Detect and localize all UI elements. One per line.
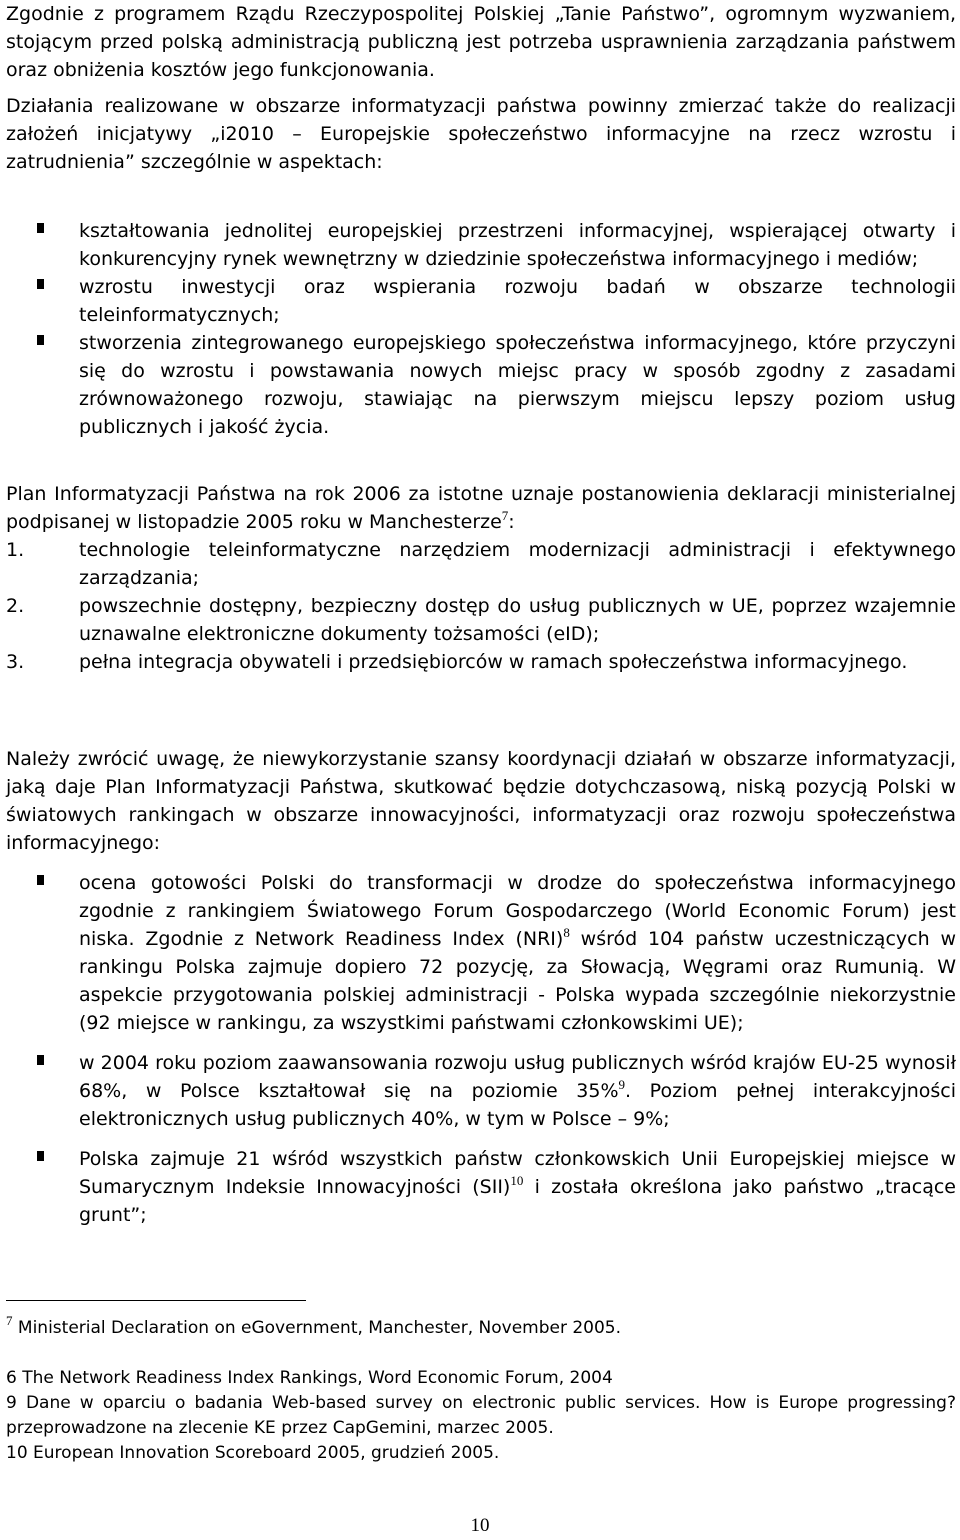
item-text: pełna integracja obywateli i przedsiębiorców w ramach społeczeństwa informacyjnego. (79, 651, 908, 673)
rankings-list (6, 869, 956, 1229)
footnote-ref-8: 8 (563, 925, 570, 940)
note-paragraph: Należy zwrócić uwagę, że niewykorzystanie szansy koordynacji działań w obszarze informatyzacji, jaką daje Plan Informatyzacji Państwa, skutkować będzie dotychczasową, niską pozycją Polski w światowych rankingach w obszarze innowacyjności, informatyzacji oraz rozwoju społeczeństwa informacyjnego: (6, 748, 956, 854)
aspect-text: stworzenia zintegrowanego europejskiego społeczeństwa informacyjnego, które przyczyni się do wzrostu i powstawania nowych miejsc pracy w sposób zgodny z zasadami zrównoważonego rozwoju, stawiając na pierwszym miejscu lepszy poziom usług publicznych i jakość życia. (79, 332, 956, 438)
footnote-7 (6, 1313, 956, 1341)
item-number: 2. (6, 595, 25, 617)
plan-section (6, 480, 956, 676)
ranking-text: w 2004 roku poziom zaawansowania rozwoju usług publicznych wśród krajów EU-25 wynosił 68%, w Polsce kształtował się na poziomie 35% (79, 1052, 956, 1102)
footnote-ref-7: 7 (501, 508, 509, 523)
rankings-section (6, 869, 956, 1229)
plan-colon: : (508, 511, 515, 533)
square-bullet-icon (37, 335, 44, 345)
square-bullet-icon (37, 1055, 44, 1065)
square-bullet-icon (37, 223, 44, 233)
footnote-number: 7 (6, 1313, 13, 1328)
aspects-section (6, 217, 956, 441)
plan-list (6, 536, 956, 676)
aspect-text: wzrostu inwestycji oraz wspierania rozwoju badań w obszarze technologii teleinformatycznych; (79, 276, 956, 326)
note-section (6, 745, 956, 857)
item-number: 3. (6, 651, 25, 673)
list-item (6, 329, 956, 441)
ranking-text: Polska zajmuje 21 wśród wszystkich państw członkowskich Unii Europejskiej miejsce w Sumarycznym Indeksie Innowacyjności (SII) (79, 1148, 956, 1198)
list-item (6, 273, 956, 329)
page-number: 10 (470, 1515, 490, 1536)
ranking-text-cont: wśród 104 państw uczestniczących w rankingu Polska zajmuje dopiero 72 pozycję, za Słowacją, Węgrami oraz Rumunią. W aspekcie przygotowania polskiej administracji - Polska wypada szczególnie niekorzystnie (92 miejsce w rankingu, za wszystkimi państwami członkowskimi UE); (79, 928, 956, 1034)
list-item (6, 869, 956, 1037)
square-bullet-icon (37, 279, 44, 289)
plan-paragraph (6, 480, 956, 536)
intro-section (6, 0, 956, 176)
list-item (6, 536, 956, 592)
footnote-8: 6 The Network Readiness Index Rankings, Word Economic Forum, 2004 (6, 1368, 613, 1388)
aspects-list (6, 217, 956, 441)
list-item (6, 1049, 956, 1133)
item-text: powszechnie dostępny, bezpieczny dostęp do usług publicznych w UE, poprzez wzajemnie uznawalne elektroniczne dokumenty tożsamości (eID); (79, 595, 956, 645)
ranking-text: ocena gotowości Polski do transformacji w drodze do społeczeństwa informacyjnego zgodnie z rankingiem Światowego Forum Gospodarczego (World Economic Forum) jest niska. Zgodnie z Network Readiness Index (NRI) (79, 872, 956, 950)
footnote-9: 9 Dane w oparciu o badania Web-based survey on electronic public services. How is Europe progressing? przeprowadzone na zlecenie KE przez CapGemini, marzec 2005. (6, 1393, 956, 1438)
item-number: 1. (6, 539, 25, 561)
intro-paragraph-2: Działania realizowane w obszarze informatyzacji państwa powinny zmierzać także do realizacji założeń inicjatywy „i2010 – Europejskie społeczeństwo informacyjne na rzecz wzrostu i zatrudnienia” szczególnie w aspektach: (6, 95, 956, 173)
square-bullet-icon (37, 875, 44, 885)
list-item (6, 592, 956, 648)
item-text: technologie teleinformatyczne narzędziem modernizacji administracji i efektywnego zarządzania; (79, 539, 956, 589)
list-item (6, 217, 956, 273)
intro-paragraph-1: Zgodnie z programem Rządu Rzeczypospolitej Polskiej „Tanie Państwo”, ogromnym wyzwaniem, stojącym przed polską administracją publiczną jest potrzeba usprawnienia zarządzania państwem oraz obniżenia kosztów jego funkcjonowania. (6, 3, 956, 81)
footnote-ref-10: 10 (510, 1173, 524, 1188)
list-item (6, 1145, 956, 1229)
footnote-separator (6, 1300, 306, 1301)
aspect-text: kształtowania jednolitej europejskiej przestrzeni informacyjnej, wspierającej otwarty i konkurencyjny rynek wewnętrzny w dziedzinie społeczeństwa informacyjnego i mediów; (79, 220, 956, 270)
ranking-text-cont: . Poziom pełnej interakcyjności elektronicznych usług publicznych 40%, w tym w Polsce – 9%; (79, 1080, 956, 1130)
footnote-ref-9: 9 (618, 1077, 626, 1092)
footnote-10: 10 European Innovation Scoreboard 2005, grudzień 2005. (6, 1443, 500, 1463)
list-item (6, 648, 956, 676)
ranking-text-cont: i została określona jako państwo „tracące grunt”; (79, 1176, 956, 1226)
square-bullet-icon (37, 1151, 44, 1161)
plan-text: Plan Informatyzacji Państwa na rok 2006 za istotne uznaje postanowienia deklaracji ministerialnej podpisanej w listopadzie 2005 roku w Manchesterze (6, 483, 956, 533)
footnote-text: Ministerial Declaration on eGovernment, Manchester, November 2005. (12, 1318, 622, 1338)
